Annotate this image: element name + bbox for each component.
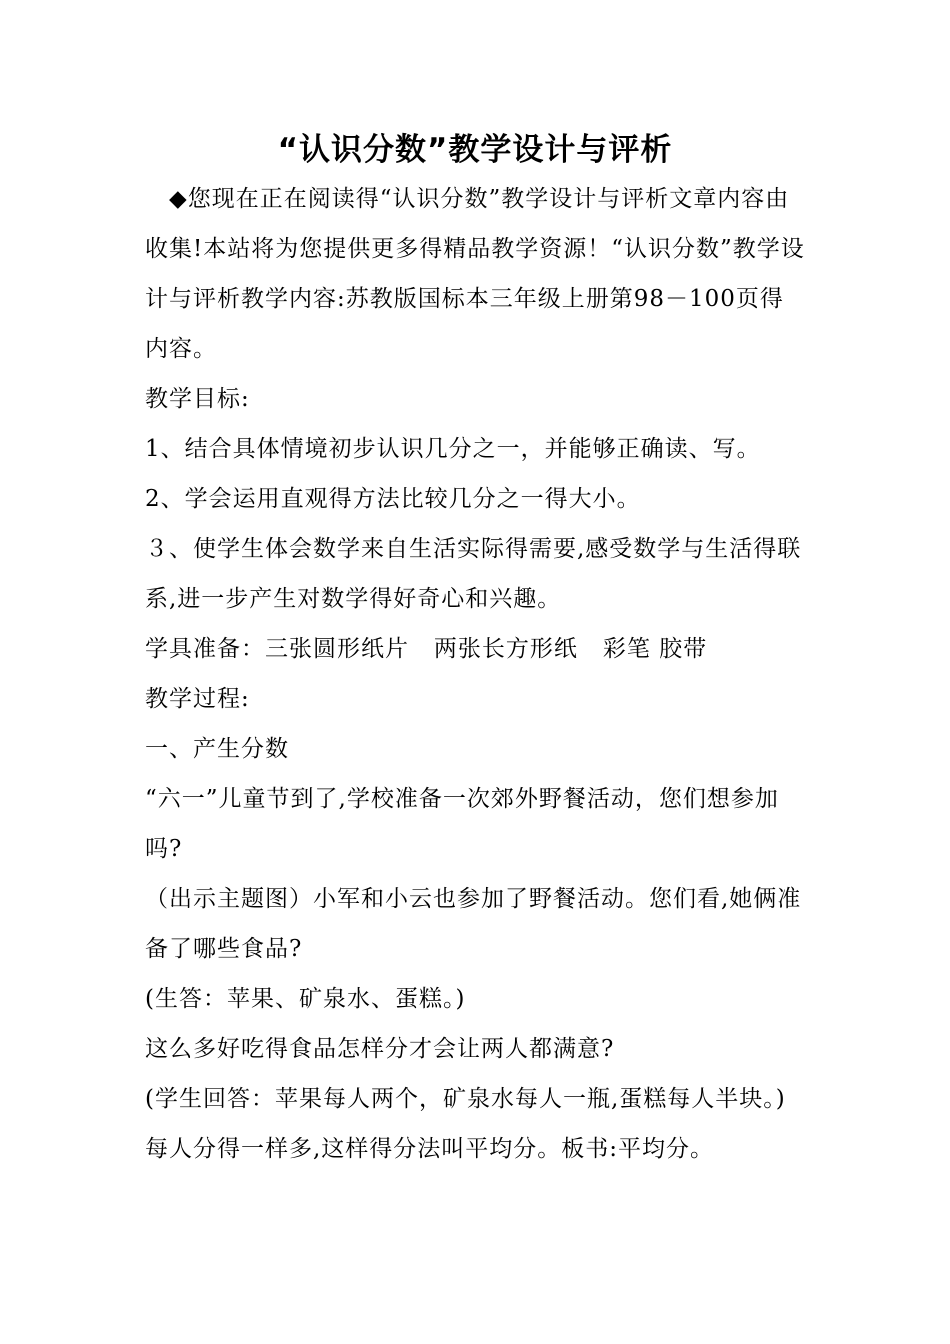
paragraph-process-heading: 教学过程: <box>145 686 250 712</box>
paragraph-student-answer-1: (生答：苹果、矿泉水、蛋糕。) <box>145 986 466 1012</box>
paragraph-intro: ◆您现在正在阅读得“认识分数”教学设计与评析文章内容由收集!本站将为您提供更多得精品教学资源！“认识分数”教学设计与评析教学内容:苏教版国标本三年级上册第98－100页得内容。 <box>145 186 805 362</box>
paragraph-section-1-heading: 一、产生分数 <box>145 736 289 762</box>
document-page <box>145 126 805 1174</box>
document-title: “认识分数”教学设计与评析 <box>277 132 673 168</box>
paragraph-average-division: 每人分得一样多,这样得分法叫平均分。板书:平均分。 <box>145 1136 715 1162</box>
paragraph-objective-1: 1、结合具体情境初步认识几分之一，并能够正确读、写。 <box>145 436 761 462</box>
paragraph-theme-picture: （出示主题图）小军和小云也参加了野餐活动。您们看,她俩准备了哪些食品? <box>145 886 802 962</box>
paragraph-objectives-heading: 教学目标: <box>145 386 250 412</box>
paragraph-question: 这么多好吃得食品怎样分才会让两人都满意? <box>145 1036 615 1062</box>
paragraph-childrens-day: “六一”儿童节到了,学校准备一次郊外野餐活动，您们想参加吗? <box>145 786 779 862</box>
paragraph-materials: 学具准备：三张圆形纸片 两张长方形纸 彩笔 胶带 <box>145 636 708 662</box>
paragraph-objective-3: ３、使学生体会数学来自生活实际得需要,感受数学与生活得联系,进一步产生对数学得好奇心和兴趣。 <box>145 536 802 612</box>
paragraph-objective-2: 2、学会运用直观得方法比较几分之一得大小。 <box>145 486 641 512</box>
document-body <box>145 174 805 1174</box>
paragraph-student-answer-2: (学生回答：苹果每人两个，矿泉水每人一瓶,蛋糕每人半块。) <box>145 1086 786 1112</box>
